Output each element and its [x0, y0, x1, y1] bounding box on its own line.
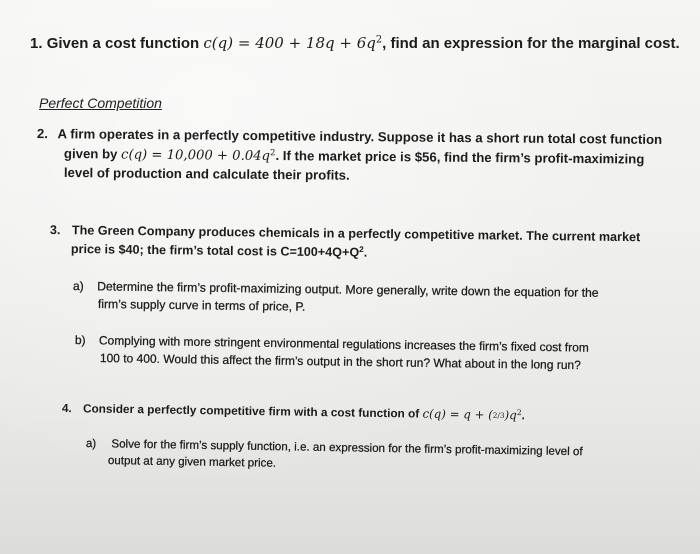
question-1 — [30, 34, 680, 52]
section-title: Perfect Competition — [39, 95, 162, 111]
q4-lead: Consider a perfectly competitive firm with a cost function of — [82, 401, 420, 421]
q4-cost-function: c(q) = q + ( — [422, 406, 493, 422]
q4-fraction: 2/3 — [492, 410, 505, 420]
q1-cost-function: c(q) = 400 + 18q + 6q — [203, 34, 376, 52]
q4a-line-2 — [108, 454, 276, 470]
q2-line-3 — [64, 165, 350, 183]
q2-line-2 — [64, 146, 645, 168]
q3-text-2: price is $40; the firm’s total cost is C=100+4Q+Q — [70, 242, 360, 260]
q3a-text-1: Determine the firm’s profit-maximizing output. More generally, write down the equation for the — [97, 279, 599, 300]
q1-number: 1. — [30, 35, 43, 52]
q4-line-1 — [62, 401, 525, 422]
q4a-text-1: Solve for the firm’s supply function, i.e. an expression for the firm’s profit-maximizing level of — [111, 437, 583, 459]
q2-cost-function: c(q) = 10,000 + 0.04q — [121, 147, 271, 164]
q2-number: 2. — [36, 126, 48, 142]
q4-cost-function-tail: )q — [504, 407, 517, 423]
q2-text-3: level of production and calculate their profits. — [63, 165, 350, 183]
q4-end: . — [521, 408, 525, 423]
q3-text-2-end: . — [363, 245, 368, 260]
q2-line-1 — [37, 126, 662, 147]
q4-number: 4. — [61, 401, 72, 416]
q3b-text-1: Complying with more stringent environmental regulations increases the firm’s fixed cost from — [98, 333, 589, 355]
q3-exponent: 2 — [359, 245, 364, 255]
q2-exponent: 2 — [270, 148, 276, 159]
q4a-label: a) — [85, 437, 97, 451]
q3a-label: a) — [72, 279, 84, 294]
q3-line-1 — [50, 223, 640, 244]
q3-text-1: The Green Company produces chemicals in a perfectly competitive market. The current market — [71, 223, 641, 245]
q3b-label: b) — [74, 333, 86, 348]
q3a-text-2: firm’s supply curve in terms of price, P. — [97, 297, 306, 314]
q3a-line-2 — [98, 297, 306, 314]
q2-lead: given by — [63, 146, 118, 162]
q3-line-2 — [71, 242, 367, 260]
q4a-text-2: output at any given market price. — [107, 454, 277, 470]
q2-text-1: A firm operates in a perfectly competitive industry. Suppose it has a short run total cost function — [57, 126, 663, 148]
q2-tail: . If the market price is $56, find the firm’s profit-maximizing — [275, 148, 645, 167]
q1-tail: , find an expression for the marginal cost. — [382, 35, 680, 52]
q3b-text-2: 100 to 400. Would this affect the firm’s output in the short run? What about in the long run? — [99, 351, 581, 373]
q3-number: 3. — [49, 223, 61, 238]
q1-lead: Given a cost function — [46, 35, 200, 52]
q4-exponent: 2 — [516, 407, 522, 418]
q3b-line-2 — [100, 351, 581, 372]
q1-exponent: 2 — [375, 34, 383, 46]
